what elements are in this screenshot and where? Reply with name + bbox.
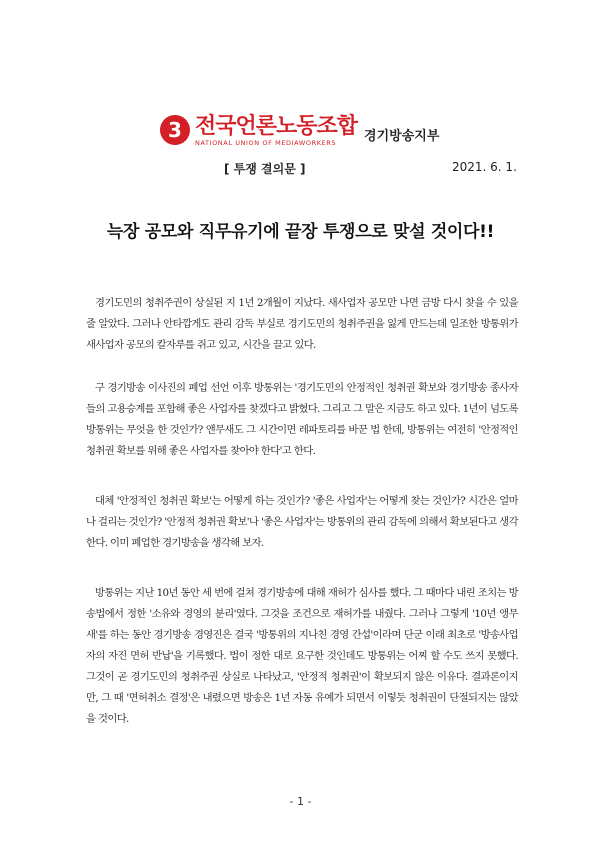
- union-logo-icon: [160, 115, 190, 145]
- union-logo-text: [195, 115, 357, 147]
- paragraph: 경기도민의 청취주권이 상실된 지 1년 2개월이 지났다. 새사업자 공모만 나면 금방 다시 찾을 수 있을 줄 알았다. 그러나 안타깝게도 관리 감독 부실로 경기도민의 청취주권을 잃게 만드는데 일조한 방통위가 새사업자 공모의 칼자루를 쥐고 있고, 시간을 끌고 있다.: [86, 297, 518, 351]
- document-date: 2021. 6. 1.: [452, 160, 517, 174]
- branch-name: 경기방송지부: [364, 129, 440, 144]
- union-english-name: NATIONAL UNION OF MEDIAWORKERS: [195, 139, 337, 147]
- logo-mark-glyph: 3: [168, 118, 182, 142]
- page-title: 늑장 공모와 직무유기에 끝장 투쟁으로 맞설 것이다!!: [106, 222, 495, 242]
- letterhead: [160, 115, 439, 147]
- union-name: 전국언론노동조합: [195, 114, 358, 139]
- paragraph: 방통위는 지난 10년 동안 세 번에 걸쳐 경기방송에 대해 재허가 심사를 했다. 그 때마다 내린 조치는 방송법에서 정한 '소유와 경영의 분리'였다. 그것을 조건으로 재허가를 내줬다. 그러나 그렇게 '10년 앵무새'를 하는 동안 경기방송 경영진은 결국 '방통위의 지나친 경영 간섭'이라며 단군 이래 최초로 '방송사업자의 자진 면허 반납'을 기록했다. 법이 정한 대로 요구한 것인데도 방통위는 어찌 할 수도 쓰지 못했다. 그것이 곧 경기도민의 청취주권 상실로 나타났고, '안정적 청취권'이 확보되지 않은 이유다. 결과론이지만, 그 때 '면허취소 결정'은 내렸으면 방송은 1년 자동 유예가 되면서 이렇듯 청취권이 단절되지는 않았을 것이다.: [86, 587, 518, 725]
- paragraph: 대체 '안정적인 청취권 확보'는 어떻게 하는 것인가? '좋은 사업자'는 어떻게 찾는 것인가? 시간은 얼마나 걸리는 것인가? '안정적 청취권 확보'나 '좋은 사업자'는 방통위의 관리 감독에 의해서 확보된다고 생각한다. 이미 폐업한 경기방송을 생각해 보자.: [86, 495, 518, 549]
- document-type: [ 투쟁 결의문 ]: [224, 162, 306, 176]
- paragraph: 구 경기방송 이사진의 폐업 선언 이후 방통위는 '경기도민의 안정적인 청취권 확보와 경기방송 종사자들의 고용승계를 포함해 좋은 사업자를 찾겠다고 밝혔다. 그리고 그 말은 지금도 하고 있다. 1년이 넘도록 방통위는 무엇을 한 것인가? 앤무새도 그 시간이면 레파토리를 바꾼 법 한데, 방통위는 여전히 '안정적인 청취권 확보를 위해 좋은 사업자를 찾아야 한다'고 한다.: [86, 382, 518, 457]
- page-number: - 1 -: [289, 795, 312, 808]
